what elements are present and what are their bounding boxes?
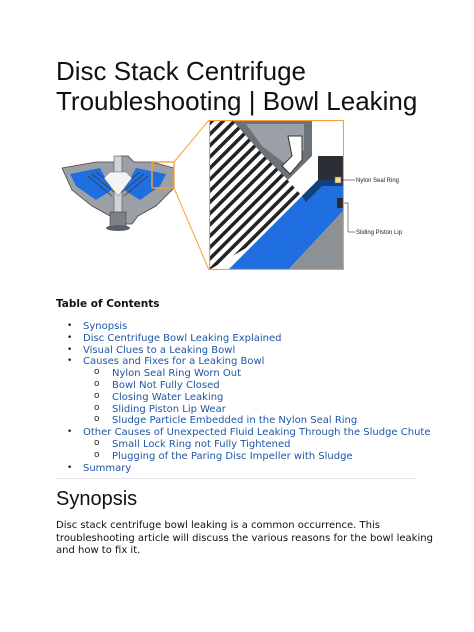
toc-subitem-paring-disc <box>56 451 431 463</box>
page-title-line-2: Troubleshooting | Bowl Leaking <box>56 86 418 116</box>
callout-sliding-piston-lip <box>344 203 403 236</box>
toc-item-summary <box>56 463 431 475</box>
toc-item-causes-and-fixes <box>56 356 431 368</box>
toc-link-bowl-not-closed[interactable]: Bowl Not Fully Closed <box>112 379 220 391</box>
toc-heading: Table of Contents <box>56 298 160 310</box>
centrifuge-bowl-diagram <box>56 116 426 276</box>
synopsis-paragraph <box>56 520 433 558</box>
toc-subitem-piston-lip-wear <box>56 404 431 416</box>
connector-line-top <box>174 120 209 162</box>
callout-nylon-seal-ring-label: Nylon Seal Ring <box>356 178 400 184</box>
toc-subitem-closing-water <box>56 392 431 404</box>
toc-link-sludge-particle[interactable]: Sludge Particle Embedded in the Nylon Seal Ring <box>112 415 358 427</box>
connector-line-bottom <box>174 188 209 270</box>
toc-subitem-sludge-particle <box>56 415 431 427</box>
toc-link-other-causes[interactable]: Other Causes of Unexpected Fluid Leaking Through the Sludge Chute <box>83 427 431 439</box>
toc-link-summary[interactable]: Summary <box>83 462 132 474</box>
toc-link-synopsis[interactable]: Synopsis <box>83 321 128 332</box>
page-title-line-1: Disc Stack Centrifuge <box>56 56 306 86</box>
table-of-contents <box>56 321 431 474</box>
toc-link-lock-ring[interactable]: Small Lock Ring not Fully Tightened <box>112 438 291 450</box>
page-title <box>56 56 456 116</box>
callout-sliding-piston-lip-label: Sliding Piston Lip <box>356 230 403 236</box>
toc-subitem-nylon-seal-worn <box>56 368 431 380</box>
toc-link-bowl-leaking-explained[interactable]: Disc Centrifuge Bowl Leaking Explained <box>83 332 282 344</box>
synopsis-line-3: and how to fix it. <box>56 545 141 557</box>
toc-item-synopsis <box>56 321 431 333</box>
seal-detail-zoom <box>209 120 344 270</box>
toc-link-visual-clues[interactable]: Visual Clues to a Leaking Bowl <box>83 344 236 356</box>
callout-nylon-seal-ring <box>341 178 399 184</box>
section-divider <box>56 478 416 479</box>
toc-link-paring-disc[interactable]: Plugging of the Paring Disc Impeller with Sludge <box>112 450 353 462</box>
synopsis-line-2: troubleshooting article will discuss the various reasons for the bowl leaking <box>56 532 433 544</box>
toc-link-closing-water[interactable]: Closing Water Leaking <box>112 391 224 403</box>
synopsis-heading: Synopsis <box>56 488 138 510</box>
synopsis-line-1: Disc stack centrifuge bowl leaking is a common occurrence. This <box>56 520 380 531</box>
toc-item-bowl-leaking-explained <box>56 333 431 345</box>
toc-subitem-bowl-not-closed <box>56 380 431 392</box>
toc-link-causes-and-fixes[interactable]: Causes and Fixes for a Leaking Bowl <box>83 356 265 368</box>
toc-item-visual-clues <box>56 345 431 357</box>
bowl-overview-drawing <box>62 156 174 231</box>
toc-link-nylon-seal-worn[interactable]: Nylon Seal Ring Worn Out <box>112 368 241 380</box>
toc-link-piston-lip-wear[interactable]: Sliding Piston Lip Wear <box>112 403 226 415</box>
toc-subitem-lock-ring <box>56 439 431 451</box>
toc-item-other-causes <box>56 427 431 439</box>
